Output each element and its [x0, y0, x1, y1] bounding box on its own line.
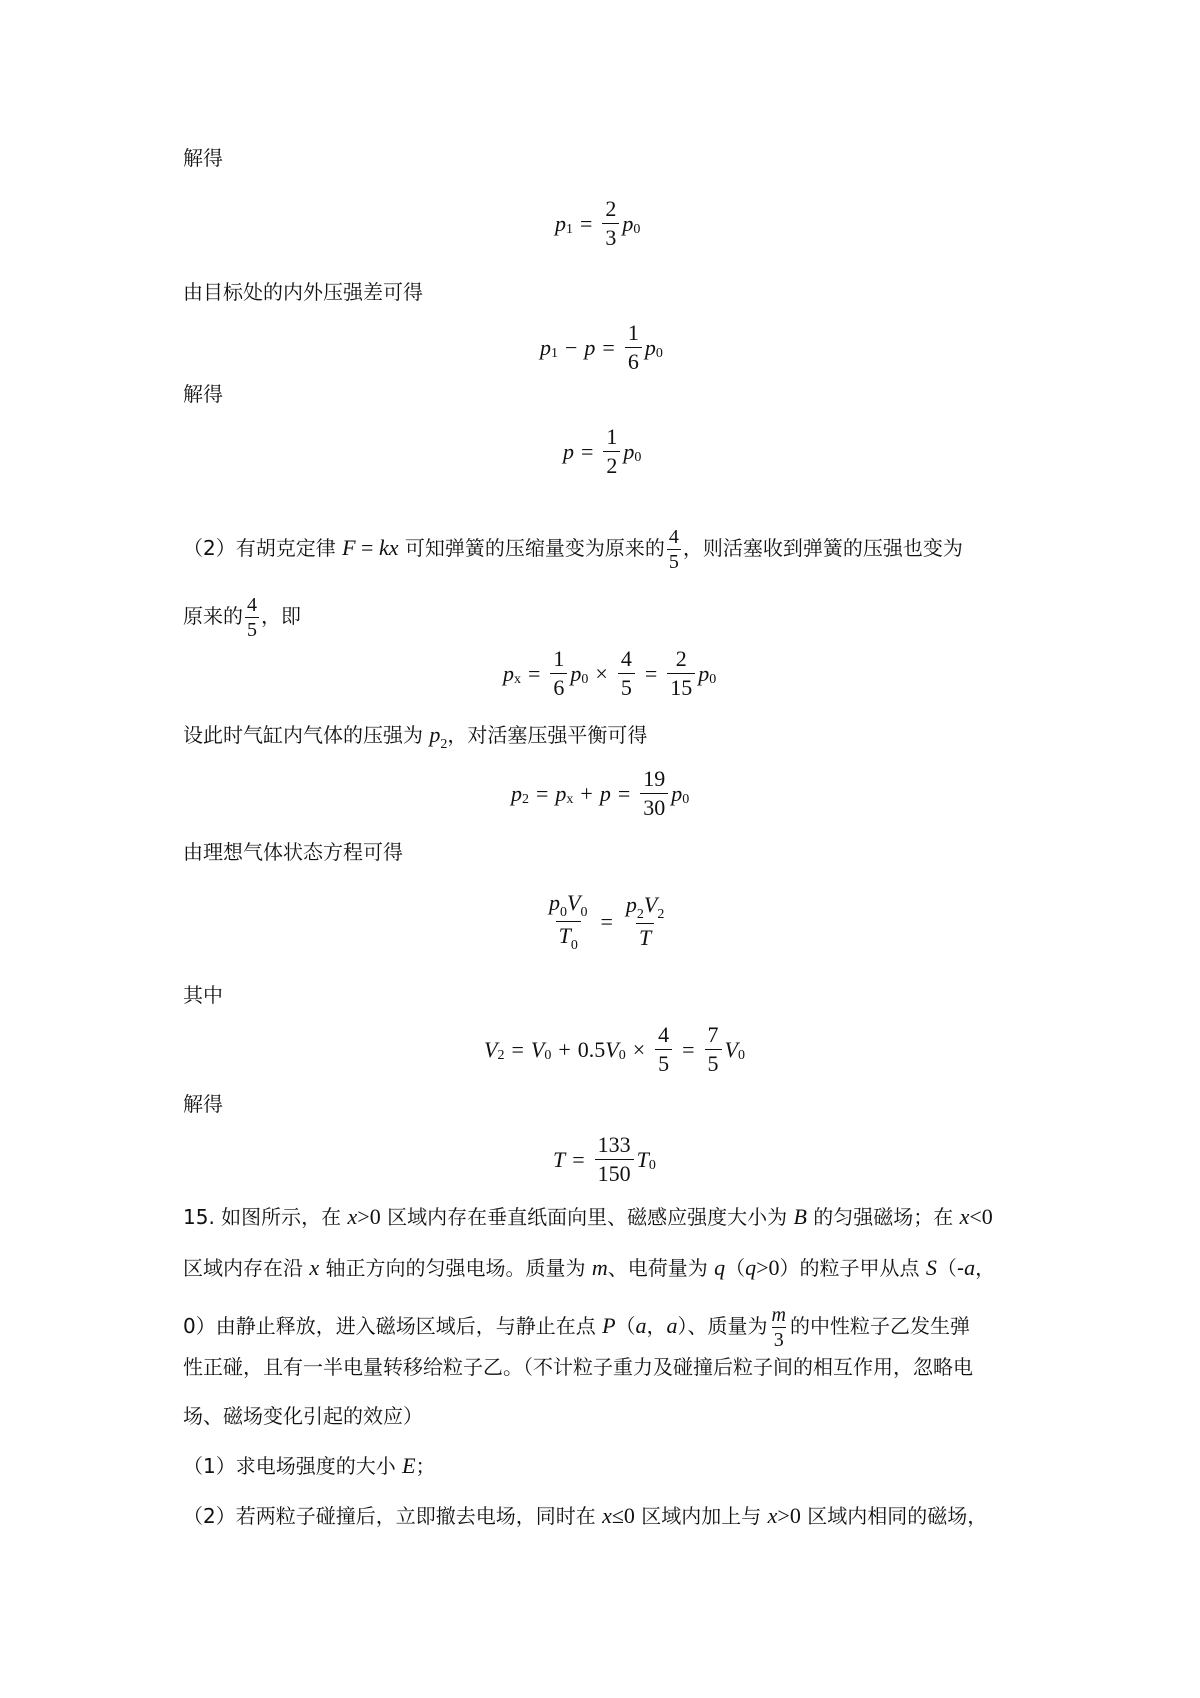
equation-p1: p 1 = $\frac{2}{3}$ p 0: [555, 196, 641, 250]
text-line: 其中: [183, 983, 223, 1007]
equation-gas-law: $\frac{p_0V_0}{T_0}$ = $\frac{p_2V_2}{T}$: [549, 890, 665, 953]
text-line: 解得: [183, 1092, 223, 1116]
equation-p2: p 2 = p x + p = $\frac{19}{30}$ p 0: [511, 766, 690, 820]
question-15-line-2: 区域内存在沿 x 轴正方向的匀强电场。质量为 m、电荷量为 q（q>0）的粒子甲从点 S（-a，: [183, 1255, 996, 1280]
question-15-line-4: 性正碰，且有一半电量转移给粒子乙。（不计粒子重力及碰撞后粒子间的相互作用，忽略电: [183, 1355, 973, 1379]
question-15-line-1: 15. 如图所示，在 x>0 区域内存在垂直纸面向里、磁感应强度大小为 B 的匀强磁场；在 x<0: [183, 1204, 993, 1229]
text-line: 由目标处的内外压强差可得: [183, 280, 423, 304]
text-line: 设此时气缸内气体的压强为 $p_2$，对活塞压强平衡可得: [183, 722, 648, 752]
equation-v2: V 2 = V 0 + 0.5 V 0 × $\frac{4}{5}$ = $\frac{7}{5}$ V 0: [484, 1022, 745, 1076]
text-line: 解得: [183, 382, 223, 406]
equation-t: T = $\frac{133}{150}$ T 0: [553, 1132, 656, 1186]
question-15-part-2: （2）若两粒子碰撞后，立即撤去电场，同时在 x≤0 区域内加上与 x>0 区域内相同的磁场，: [183, 1503, 988, 1528]
equation-px: p x = $\frac{1}{6}$ p 0 × $\frac{4}{5}$ = $\frac{2}{15}$ p 0: [503, 646, 717, 700]
text-line: 由理想气体状态方程可得: [183, 840, 403, 864]
question-15-line-5: 场、磁场变化引起的效应）: [183, 1404, 423, 1428]
equation-p: p = $\frac{1}{2}$ p 0: [563, 424, 642, 478]
question-15-part-1: （1）求电场强度的大小 E；: [183, 1453, 436, 1478]
equation-pressure-diff: p 1 − p = $\frac{1}{6}$ p 0: [540, 320, 663, 374]
question-15-line-3: 0）由静止释放，进入磁场区域后，与静止在点 P（a，a）、质量为 $\frac{m}{3}$ 的中性粒子乙发生弹: [183, 1304, 970, 1351]
text-line: 原来的 $\frac{4}{5}$ ，即: [183, 594, 301, 641]
text-line: 解得: [183, 146, 223, 170]
text-line-hooke: （2）有胡克定律 F = kx 可知弹簧的压缩量变为原来的 $\frac{4}{5}$ ，则活塞收到弹簧的压强也变为: [183, 526, 963, 573]
